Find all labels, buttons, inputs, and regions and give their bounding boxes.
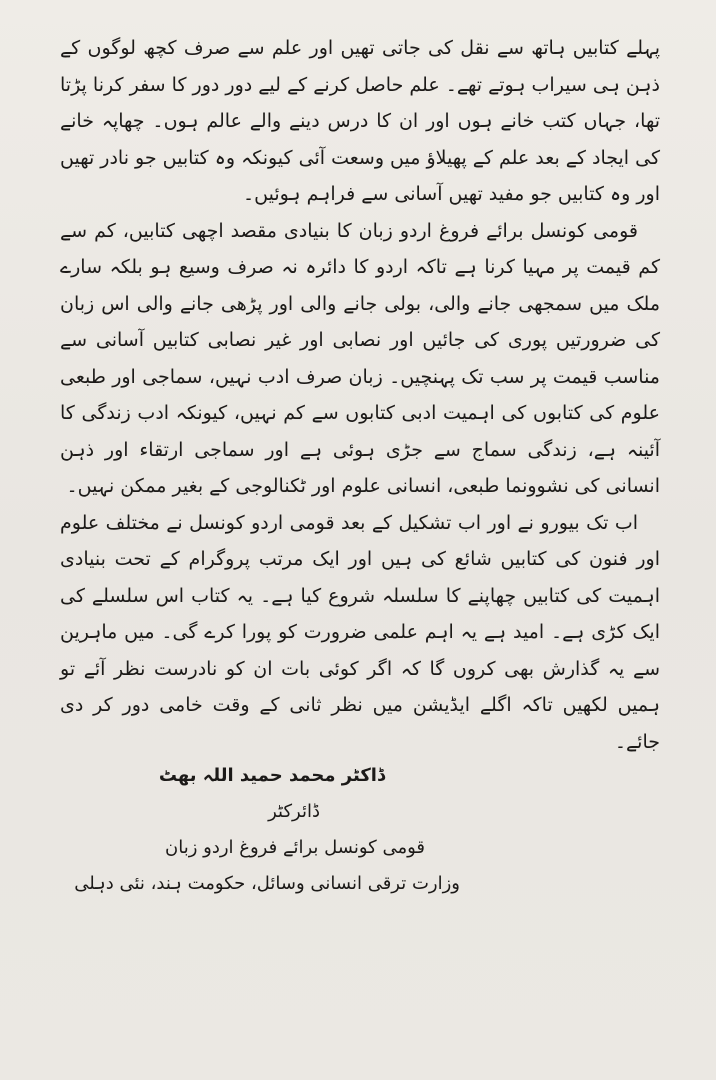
preface-paragraph-2: قومی کونسل برائے فروغ اردو زبان کا بنیادی مقصد اچھی کتابیں، کم سے کم قیمت پر مہیا کرنا ہے تاکہ اردو کا دائرہ نہ صرف وسیع ہو بلکہ سارے ملک میں سمجھی جانے والی، بولی جانے والی اور پڑھی جانے والی اس زبان کی ضرورتیں پوری کی جائیں اور نصابی اور غیر نصابی کتابیں آسانی سے مناسب قیمت پر سب تک پہنچیں۔ زبان صرف ادب نہیں، سماجی اور طبعی علوم کی کتابوں کی اہمیت ادبی کتابوں سے کم نہیں، کیونکہ ادب زندگی کا آئینہ ہے، زندگی سماج سے جڑی ہوئی ہے اور سماجی ارتقاء اور ذہن انسانی کی نشوونما طبعی، انسانی علوم اور ٹکنالوجی کے بغیر ممکن نہیں۔ <box>60 219 660 497</box>
preface-paragraph-1: پہلے کتابیں ہاتھ سے نقل کی جاتی تھیں اور علم سے صرف کچھ لوگوں کے ذہن ہی سیراب ہوتے تھے۔ علم حاصل کرنے کے لیے دور دور کا سفر کرنا پڑتا تھا، جہاں کتب خانے ہوں اور ان کا درس دینے والے عالم ہوں۔ چھاپہ خانے کی ایجاد کے بعد علم کے پھیلاؤ میں وسعت آئی کیونکہ وہ کتابیں جو نادر تھیں اور وہ کتابیں جو مفید تھیں آسانی سے فراہم ہوئیں۔ <box>60 37 660 205</box>
signatory-name: ڈاکٹر محمد حمید اللہ بھٹ <box>158 765 385 786</box>
signature-block <box>40 758 520 902</box>
signatory-organization: قومی کونسل برائے فروغ اردو زبان <box>165 837 425 858</box>
preface-paragraph-3: اب تک بیورو نے اور اب تشکیل کے بعد قومی اردو کونسل نے مختلف علوم اور فنون کی کتابیں شائع کی ہیں اور ایک مرتب پروگرام کے تحت بنیادی اہمیت کی کتابیں چھاپنے کا سلسلہ شروع کیا ہے۔ یہ کتاب اس سلسلے کی ایک کڑی ہے۔ امید ہے یہ اہم علمی ضرورت کو پورا کرے گی۔ میں ماہرین سے یہ گذارش بھی کروں گا کہ اگر کوئی بات ان کو نادرست نظر آئے تو ہمیں لکھیں تاکہ اگلے ایڈیشن میں نظر ثانی کے وقت خامی دور کر دی جائے۔ <box>60 511 660 753</box>
signatory-title: ڈائرکٹر <box>268 801 320 822</box>
preface-text <box>60 30 660 760</box>
signatory-ministry: وزارت ترقی انسانی وسائل، حکومت ہند، نئی دہلی <box>74 873 460 894</box>
